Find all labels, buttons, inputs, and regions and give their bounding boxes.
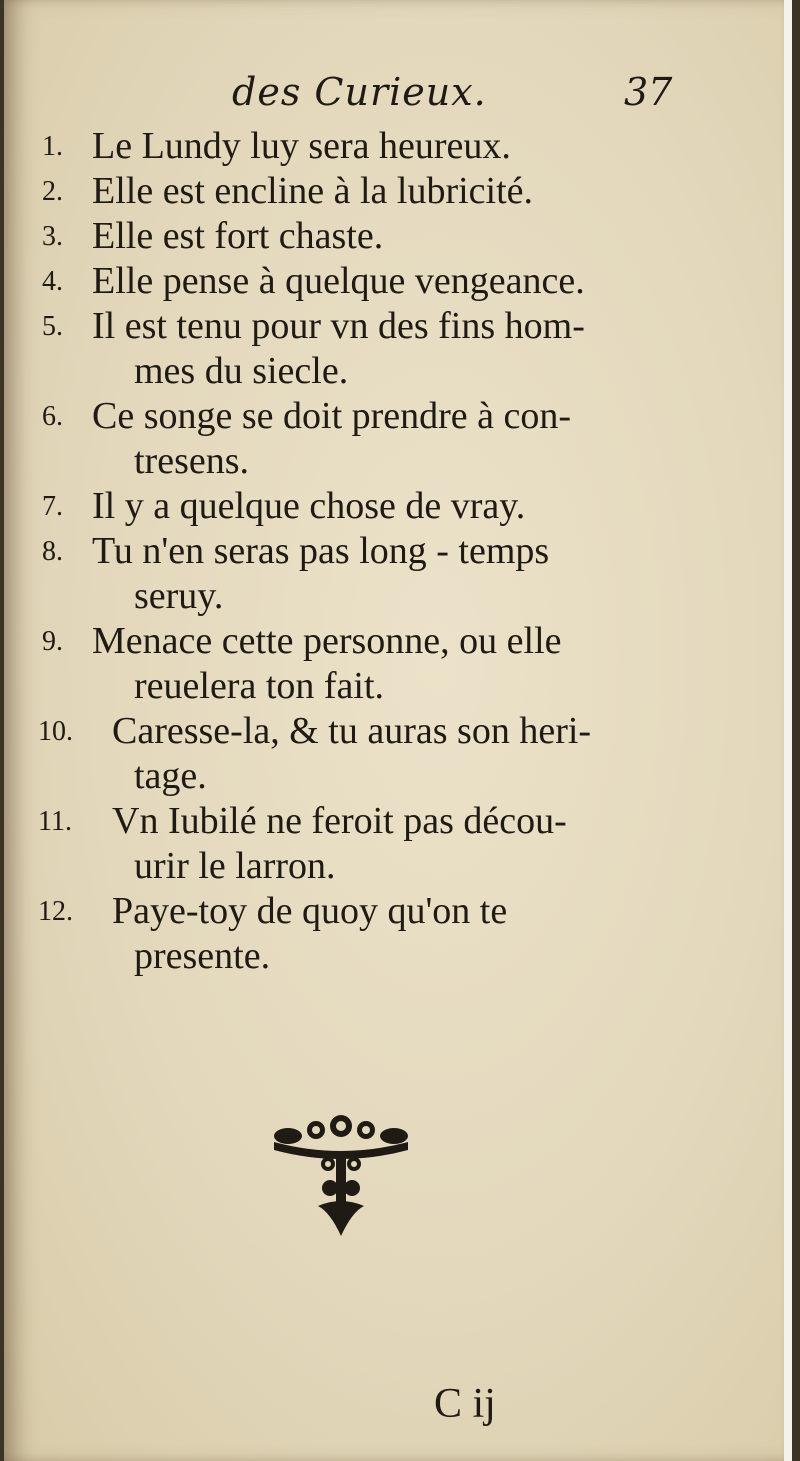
list-item <box>4 169 792 214</box>
item-number: 2. <box>42 176 63 207</box>
list-item <box>4 259 792 304</box>
item-text-continued: tage. <box>134 755 207 797</box>
list-item <box>4 529 792 619</box>
item-number: 11. <box>38 806 72 837</box>
item-number: 3. <box>42 221 63 252</box>
item-text-continued: tresens. <box>134 440 250 482</box>
item-text: Elle est fort chaste. <box>92 215 384 257</box>
item-text-continued: seruy. <box>134 575 224 617</box>
item-text: Vn Iubilé ne feroit pas décou- <box>112 800 567 842</box>
interpretation-list <box>4 124 792 979</box>
list-item <box>4 799 792 889</box>
fleuron-icon <box>266 1108 416 1238</box>
list-item <box>4 889 792 979</box>
item-text: Menace cette personne, ou elle <box>92 620 562 662</box>
item-number: 1. <box>42 131 63 162</box>
list-item <box>4 619 792 709</box>
list-item <box>4 709 792 799</box>
item-text-continued: presente. <box>134 935 271 977</box>
page-number: 37 <box>624 70 673 114</box>
item-text-continued: mes du siecle. <box>134 350 349 392</box>
item-text: Il est tenu pour vn des fins hom- <box>92 305 585 347</box>
book-page <box>4 0 792 1461</box>
item-number: 4. <box>42 266 63 297</box>
item-text: Paye-toy de quoy qu'on te <box>112 890 508 932</box>
item-text: Elle est encline à la lubricité. <box>92 170 534 212</box>
item-text: Tu n'en seras pas long - temps <box>92 530 550 572</box>
item-number: 7. <box>42 491 63 522</box>
page-header <box>4 70 792 120</box>
item-text: Caresse-la, & tu auras son heri- <box>112 710 592 752</box>
item-text: Il y a quelque chose de vray. <box>92 485 526 527</box>
running-title: des Curieux. <box>232 70 487 114</box>
item-number: 9. <box>42 626 63 657</box>
list-item <box>4 124 792 169</box>
item-text: Le Lundy luy sera heureux. <box>92 125 511 167</box>
item-number: 8. <box>42 536 63 567</box>
list-item <box>4 214 792 259</box>
item-text-continued: urir le larron. <box>134 845 336 887</box>
item-text-continued: reuelera ton fait. <box>134 665 385 707</box>
signature-mark: C ij <box>434 1381 496 1427</box>
item-number: 5. <box>42 311 63 342</box>
item-text: Elle pense à quelque vengeance. <box>92 260 585 302</box>
item-number: 6. <box>42 401 63 432</box>
item-number: 12. <box>38 896 73 927</box>
list-item <box>4 394 792 484</box>
item-text: Ce songe se doit prendre à con- <box>92 395 572 437</box>
list-item <box>4 484 792 529</box>
item-number: 10. <box>38 716 73 747</box>
list-item <box>4 304 792 394</box>
